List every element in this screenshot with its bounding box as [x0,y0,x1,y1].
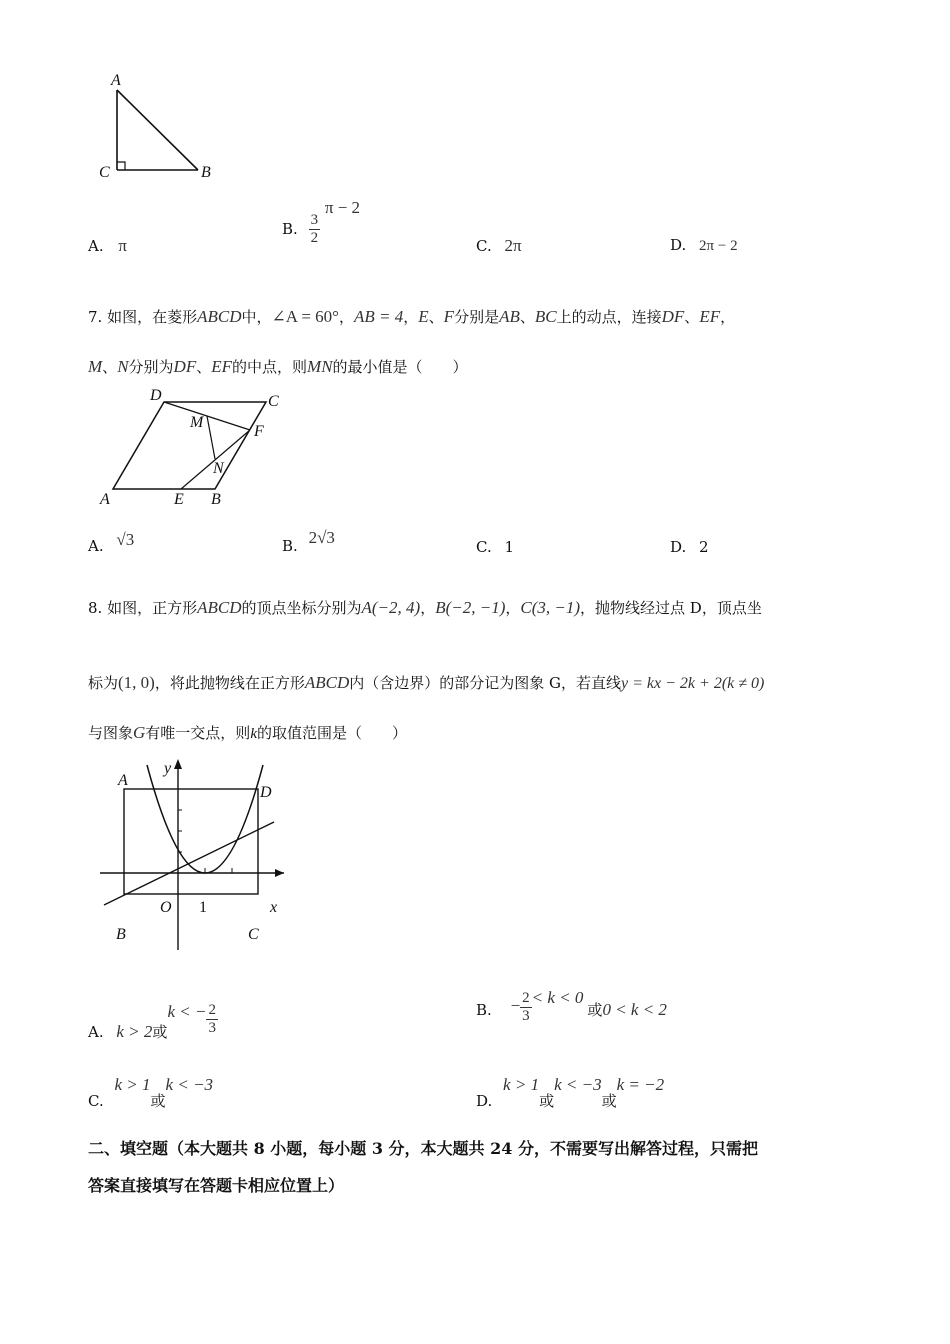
q7-label-f: F [254,423,264,440]
q8-stem-line3: 与图象G有唯一交点，则k的取值范围是（ ） [88,723,407,742]
q8-label-a: A [118,772,128,789]
q7-option-c: C. 1 [476,538,515,556]
q8-label-c: C [248,926,259,943]
q7-label-m: M [190,414,204,431]
q7-label-c: C [268,393,279,410]
q8-label-d: D [260,784,272,801]
q8-stem-line1: 8. 如图，正方形ABCD的顶点坐标分别为A(−2, 4)，B(−2, −1)，C(3, −1)，抛物线经过点 D，顶点坐 [88,598,762,617]
q8-option-a: A. k > 2或k < − $\frac{2}{3}$ [88,1002,216,1041]
section2-heading-line1: 二、填空题（本大题共 8 小题，每小题 3 分，本大题共 24 分，不需要写出解答过程，只需把 [88,1139,758,1158]
q7-option-a-sqrt: √3 [116,530,135,549]
q6-option-b: B. $\frac{3}{2}$ π − 2 [282,198,361,246]
q8-parabola-figure [98,755,293,955]
q6-label-b: B [201,164,211,181]
q8-option-d: D. k > 1或k < −3或k = −2 [476,1075,665,1110]
q7-stem-line2: M、N分别为DF、EF的中点，则MN的最小值是（ ） [88,357,468,376]
q6-label-a: A [111,72,121,89]
q7-rhombus-figure [98,386,298,511]
q6-option-d: D. 2π − 2 [670,236,738,254]
q7-label-a: A [100,491,110,508]
q8-label-y: y [164,760,172,777]
q6-option-c: C. 2π [476,236,522,255]
q7-stem-line1: 7. 如图，在菱形ABCD中，∠A = 60°，AB = 4，E、F分别是AB、BC上的动点，连接DF、EF， [88,307,736,326]
q6-label-c: C [99,164,110,181]
q8-label-one: 1 [199,899,207,916]
q7-option-d: D. 2 [670,538,709,556]
q8-option-a-fraction: $\frac{2}{3}$ [208,1002,216,1036]
q7-label-d: D [150,387,162,404]
q7-label-n: N [213,460,224,477]
q7-option-b-sqrt: 2√3 [308,528,335,547]
q7-option-a: A. √3 [88,530,135,555]
q7-option-b: B. 2√3 [282,528,335,555]
q8-label-o: O [160,899,172,916]
q8-option-b: B. − $\frac{2}{3}$ < k < 0或0 < k < 2 [476,988,667,1024]
q8-stem-line2: 标为(1, 0)，将此抛物线在正方形ABCD内（含边界）的部分记为图象 G，若直线y = kx − 2k + 2(k ≠ 0) [88,673,765,692]
q8-label-x: x [270,899,278,916]
q8-option-c: C. k > 1或k < −3 [88,1075,214,1110]
q6-option-a: A. π [88,236,127,255]
q8-label-b: B [116,926,126,943]
section2-heading-line2: 答案直接填写在答题卡相应位置上） [88,1176,345,1195]
q6-option-b-fraction: $\frac{3}{2}$ [310,212,319,246]
q7-label-b: B [211,491,221,508]
q8-option-b-fraction: $\frac{2}{3}$ [522,990,530,1024]
q7-label-e: E [174,491,184,508]
q6-triangle-figure [95,70,225,185]
